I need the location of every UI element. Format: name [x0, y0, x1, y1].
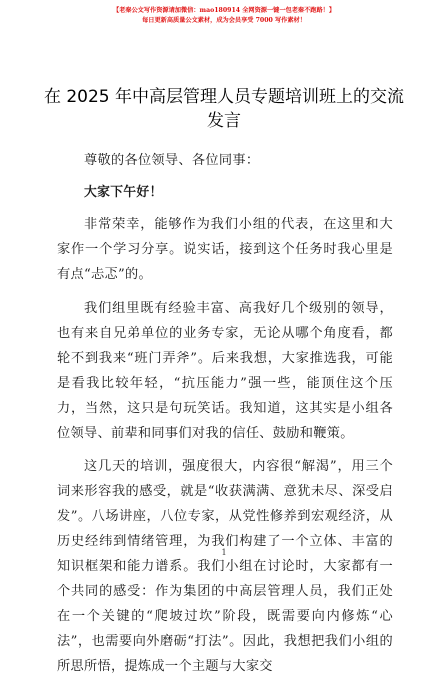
document-title [40, 85, 408, 133]
banner-line-2: 每日更新高质量公文素材，成为会员享受 7000 写作素材！ [142, 17, 306, 24]
greeting: 大家下午好！ [84, 185, 163, 200]
title-line-1: 在 2025 年中高层管理人员专题培训班上的交流 [43, 87, 405, 107]
page-number: 1 [221, 548, 227, 557]
salutation: 尊敬的各位领导、各位同事： [84, 153, 260, 168]
title-line-2: 发言 [207, 111, 241, 131]
promo-banner [0, 6, 448, 26]
banner-line-1: 【老秦公文写作资源请加微信：mao180914 全网资源一键一包老秦不跑路！】 [112, 7, 336, 14]
paragraph-2: 我们组里既有经验丰富、高我好几个级别的领导，也有来自兄弟单位的业务专家，无论从哪个角度看，都轮不到我来“班门弄斧”。后来我想，大家推选我，可能是看我比较年轻，“抗压能力”强一些，能顶住这个压力，当然，这只是句玩笑话。我知道，这其实是小组各位领导、前辈和同事们对我的信任、鼓励和鞭策。 [57, 301, 393, 441]
document-body [57, 152, 393, 679]
paragraph-3: 这几天的培训，强度很大，内容很“解渴”，用三个词来形容我的感受，就是“收获满满、意犹未尽、深受启发”。八场讲座，八位专家，从党性修养到宏观经济，从历史经纬到情绪管理，为我们构建了一个立体、丰富的知识框架和能力谱系。我们小组在讨论时，大家都有一个共同的感受：作为集团的中高层管理人员，我们正处在一个关键的“爬坡过坎”阶段，既需要向内修炼“心法”，也需要向外磨砺“打法”。因此，我想把我们小组的所思所悟，提炼成一个主题与大家交 [57, 459, 393, 674]
paragraph-1: 非常荣幸，能够作为我们小组的代表，在这里和大家作一个学习分享。说实话，接到这个任务时我心里是有点“忐忑”的。 [57, 217, 393, 282]
